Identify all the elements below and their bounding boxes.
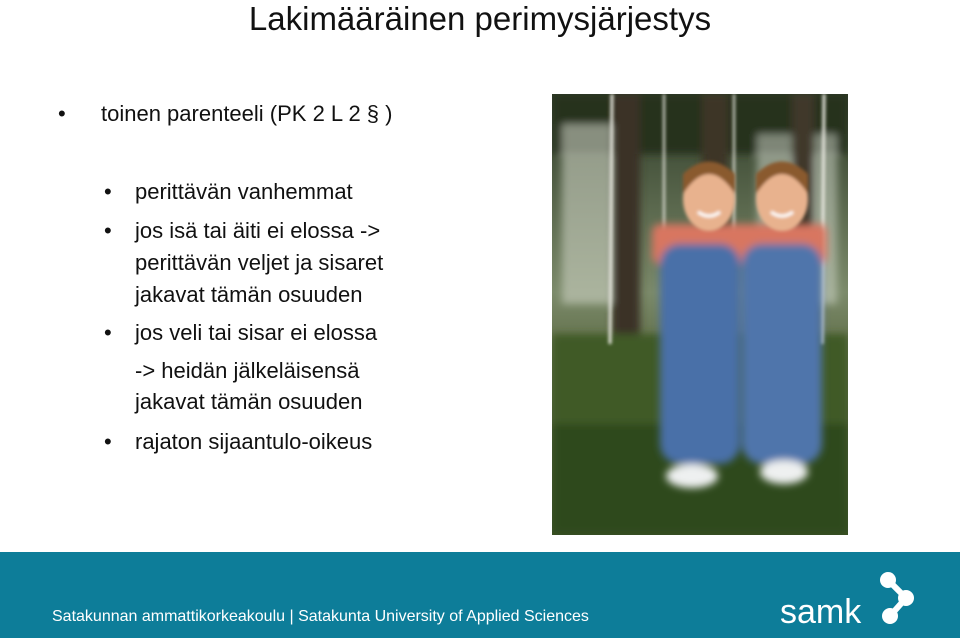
footer-bar <box>0 552 960 638</box>
main-bullet <box>58 101 392 127</box>
sub-bullet-2 <box>104 218 383 308</box>
sub-bullet-3 <box>104 320 377 415</box>
bullet-dot: • <box>104 320 112 345</box>
sub-bullet-1 <box>104 179 353 205</box>
sub-bullet-2-line-2: perittävän veljet ja sisaret <box>135 250 384 275</box>
photo-illustration <box>552 94 848 535</box>
sub-bullet-2-line-3: jakavat tämän osuuden <box>135 282 363 307</box>
samk-logo-text: samk <box>780 593 862 631</box>
sub-bullet-4-line-1: rajaton sijaantulo-oikeus <box>135 429 373 454</box>
twin-girls-on-swing-photo <box>552 94 848 535</box>
main-bullet-text: toinen parenteeli (PK 2 L 2 § ) <box>101 101 393 126</box>
bullet-dot: • <box>104 218 112 243</box>
sub-bullet-2-line-1: jos isä tai äiti ei elossa -> <box>135 218 381 243</box>
footer-text: Satakunnan ammattikorkeakoulu | Satakunta University of Applied Sciences <box>52 608 589 625</box>
sub-bullet-1-line-1: perittävän vanhemmat <box>135 179 353 204</box>
slide-title: Lakimääräinen perimysjärjestys <box>248 0 712 37</box>
samk-logo-icon <box>860 566 924 626</box>
bullet-dot: • <box>104 179 112 204</box>
sub-bullet-4 <box>104 429 372 455</box>
bullet-dot: • <box>58 101 66 126</box>
sub-bullet-3-line-3: jakavat tämän osuuden <box>135 389 363 414</box>
sub-bullet-3-line-1: jos veli tai sisar ei elossa <box>135 320 378 345</box>
sub-bullet-3-line-2: -> heidän jälkeläisensä <box>135 358 360 383</box>
bullet-dot: • <box>104 429 112 454</box>
